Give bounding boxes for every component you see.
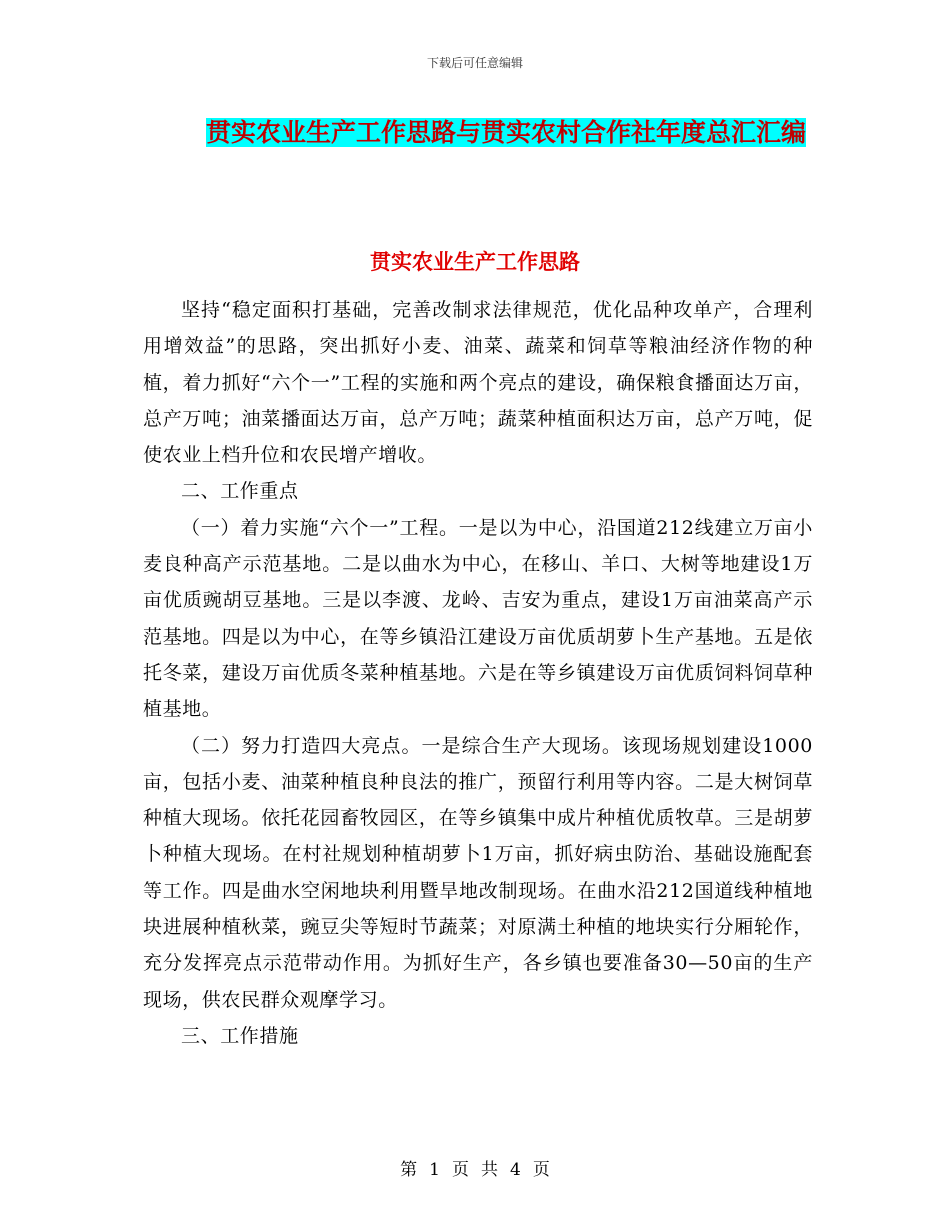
heading-work-measures: 三、工作措施	[181, 1024, 299, 1047]
document-body	[143, 292, 813, 1054]
footer-total-label: 共	[481, 1160, 498, 1180]
header-note: 下载后可任意编辑	[426, 56, 523, 70]
page-footer	[0, 1155, 950, 1180]
footer-page-number: 1	[429, 1160, 440, 1180]
footer-prefix: 第	[400, 1160, 418, 1180]
document-title-text: 贯实农业生产工作思路与贯实农村合作社年度总汇汇编	[205, 118, 806, 147]
paragraph-six-projects: （一）着力实施“六个一”工程。一是以为中心，沿国道212线建立万亩小麦良种高产示范基地。二是以曲水为中心，在移山、羊口、大树等地建设1万亩优质豌胡豆基地。三是以李渡、龙岭、吉安为重点，建设1万亩油菜高产示范基地。四是以为中心，在等乡镇沿江建设万亩优质胡萝卜生产基地。五是依托冬菜，建设万亩优质冬菜种植基地。六是在等乡镇建设万亩优质饲料饲草种植基地。	[143, 516, 813, 721]
paragraph-four-highlights: （二）努力打造四大亮点。一是综合生产大现场。该现场规划建设1000亩，包括小麦、油菜种植良种良法的推广，预留行利用等内容。二是大树饲草种植大现场。依托花园畜牧园区，在等乡镇集中成片种植优质牧草。三是胡萝卜种植大现场。在村社规划种植胡萝卜1万亩，抓好病虫防治、基础设施配套等工作。四是曲水空闲地块利用暨旱地改制现场。在曲水沿212国道线种植地块进展种植秋菜，豌豆尖等短时节蔬菜；对原满土种植的地块实行分厢轮作，充分发挥亮点示范带动作用。为抓好生产，各乡镇也要准备30—50亩的生产现场，供农民群众观摩学习。	[143, 734, 813, 1011]
paragraph-intro: 坚持“稳定面积打基础，完善改制求法律规范，优化品种攻单产，合理利用增效益”的思路，突出抓好小麦、油菜、蔬菜和饲草等粮油经济作物的种植，着力抓好“六个一”工程的实施和两个亮点的建设，确保粮食播面达万亩，总产万吨；油菜播面达万亩，总产万吨；蔬菜种植面积达万亩，总产万吨，促使农业上档升位和农民增产增收。	[143, 299, 813, 467]
footer-page-label: 页	[452, 1160, 469, 1180]
section-title: 贯实农业生产工作思路	[370, 250, 580, 274]
document-title	[196, 110, 816, 156]
footer-suffix: 页	[532, 1160, 550, 1180]
heading-work-focus: 二、工作重点	[181, 480, 299, 503]
footer-total-pages: 4	[510, 1160, 521, 1180]
